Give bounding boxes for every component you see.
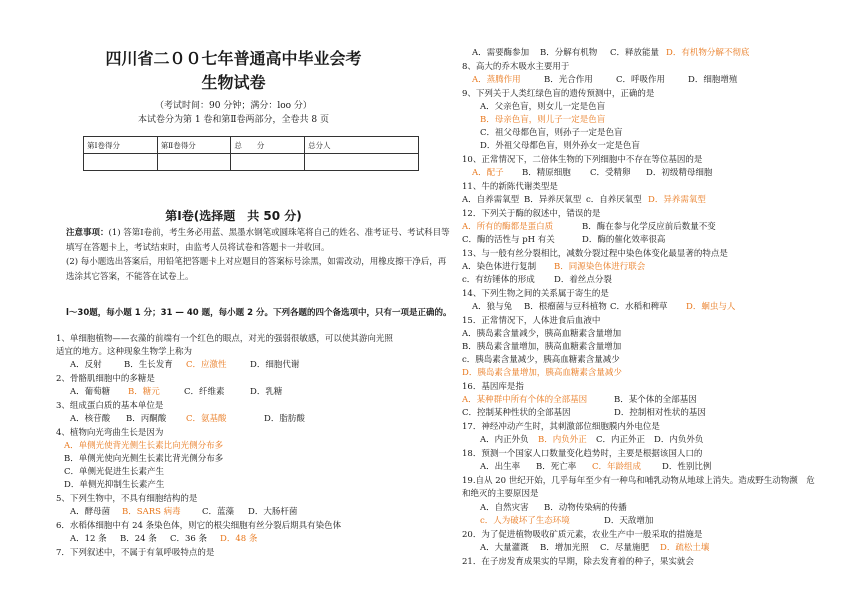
question-stem: 12．下列关于酶的叙述中，错误的是 xyxy=(462,209,601,219)
question-option: C．祖父母都色盲，则孙子一定是色盲 xyxy=(480,128,623,138)
question-option: B．母亲色盲，则儿子一定是色盲 xyxy=(480,115,606,125)
question-option: A．内正外负 xyxy=(480,435,529,445)
question-option: D．细胞增殖 xyxy=(688,75,738,85)
question-option: A．酵母菌 xyxy=(70,507,111,517)
score-cell-part2-label: 第Ⅱ卷得分 xyxy=(157,137,231,154)
question-option: B．精原细胞 xyxy=(522,168,571,178)
question-options-row xyxy=(472,74,748,87)
question-option: D．酶的催化效率很高 xyxy=(582,235,666,245)
section-title: 第Ⅰ卷(选择题 共 50 分) xyxy=(165,209,302,223)
question-option: C．水稻和稗草 xyxy=(610,302,668,312)
section-instruction: l～30题，每小题 1 分；31 — 40 题，每小题 2 分。下列各题的四个备选项中，只有一项是正确的。 xyxy=(66,308,452,318)
question-stem: 8、高大的乔木吸水主要用于 xyxy=(462,62,570,72)
notice-label: 注意事项： xyxy=(66,228,109,238)
score-cell-grader-label: 总分人 xyxy=(305,137,419,154)
question-options-row xyxy=(480,515,674,528)
question-option: C．单侧光促进生长素产生 xyxy=(64,467,165,477)
question-option: c．自养厌氧型 xyxy=(586,195,642,205)
question-option: B．糖元 xyxy=(128,387,160,397)
question-options-row xyxy=(472,47,756,60)
question-option: B．分解有机物 xyxy=(540,48,598,58)
question-stem: 1、单细胞植物——衣藻的前端有一个红色的眼点，对光的强弱很敏感，可以使其游向光照 xyxy=(56,334,393,344)
question-options-row xyxy=(480,502,654,515)
question-stem: 9、下列关于人类红绿色盲的遗传预测中，正确的是 xyxy=(462,89,655,99)
score-cell-part2-value[interactable] xyxy=(157,154,231,171)
question-option: B．24 条 xyxy=(120,534,157,544)
exam-subtitle: 生物试卷 xyxy=(201,73,266,92)
notice-item-2: (2) 每小题选出答案后，用铅笔把答题卡上对应题目的答案标号涂黑，如需改动，用橡皮擦干净后，再选涂其它答案，不能答在试卷上。 xyxy=(66,257,447,282)
question-option: B．丙酮酸 xyxy=(126,414,167,424)
question-option: A．所有的酶都是蛋白质 xyxy=(462,222,554,232)
question-option: D．天敌增加 xyxy=(604,516,654,526)
question-option: A．出生率 xyxy=(480,462,521,472)
question-option: C．36 条 xyxy=(170,534,208,544)
score-cell-part1-value[interactable] xyxy=(84,154,158,171)
question-option: A．葡萄糖 xyxy=(70,387,111,397)
question-options-row xyxy=(70,533,270,546)
score-cell-total-label: 总 分 xyxy=(231,137,305,154)
question-option: C．尽量施肥 xyxy=(600,543,650,553)
question-option: B．同源染色体进行联会 xyxy=(554,262,646,272)
question-option: 和绝灭的主要原因是 xyxy=(462,489,539,499)
question-option: D．异养需氧型 xyxy=(648,195,706,205)
question-option: A．染色体进行复制 xyxy=(462,262,537,272)
question-option: C．呼吸作用 xyxy=(616,75,666,85)
question-option: B．光合作用 xyxy=(544,75,593,85)
question-option: 适宜的地方。这种现象生物学上称为 xyxy=(56,347,193,357)
question-option: A．反射 xyxy=(70,360,102,370)
question-option: A．单侧光使背光侧生长素比向光侧分布多 xyxy=(64,441,224,451)
question-option: D．着丝点分裂 xyxy=(554,275,612,285)
question-options-row xyxy=(70,386,300,399)
question-option: B．酶在参与化学反应前后数量不变 xyxy=(582,222,716,232)
notice-block xyxy=(66,226,451,284)
question-option: D．外祖父母都色盲，则外孙女一定是色盲 xyxy=(480,141,640,151)
question-stem: 6．水稻体细胞中有 24 条染色体，则它的根尖细胞有丝分裂后期具有染色体 xyxy=(56,521,342,531)
question-option: A．父亲色盲，则女儿一定是色盲 xyxy=(480,102,606,112)
question-stem: 14、下列生物之间的关系属于寄生的是 xyxy=(462,289,609,299)
exam-title: 四川省二００七年普通高中毕业会考 xyxy=(105,49,362,68)
notice-text-1: (1) 答第Ⅰ卷前，考生务必用蓝、黑墨水钢笔或圆珠笔将自己的姓名、准考证号、考试科目等填写在答题卡上，考试结束时，由监考人员将试卷和答题卡一并收回。 xyxy=(66,228,450,253)
question-option: D．控制相对性状的基因 xyxy=(614,408,706,418)
question-option: A．12 条 xyxy=(70,534,107,544)
question-option: B．单侧光使向光侧生长素比背光侧分布多 xyxy=(64,454,224,464)
question-option: C．受精卵 xyxy=(590,168,631,178)
score-table-header-row xyxy=(84,137,419,154)
question-option: A．狼与兔 xyxy=(472,302,513,312)
question-options-row xyxy=(462,394,724,407)
question-option: A．大量灌溉 xyxy=(480,543,529,553)
question-option: D．大肠杆菌 xyxy=(248,507,298,517)
question-option: D．性别比例 xyxy=(662,462,712,472)
question-stem: 11、牛的新陈代谢类型是 xyxy=(462,182,558,192)
question-option: A．自然灾害 xyxy=(480,503,529,513)
question-option: B．某个体的全部基因 xyxy=(614,395,697,405)
question-option: B．生长发育 xyxy=(124,360,173,370)
question-options-row xyxy=(462,221,732,234)
question-stem: 20．为了促进植物吸收矿质元素，农业生产中一般采取的措施是 xyxy=(462,530,703,540)
question-options-row xyxy=(480,434,712,447)
question-option: B．根瘤菌与豆科植物 xyxy=(524,302,607,312)
question-stem: 5、下列生物中，不具有细胞结构的是 xyxy=(56,494,198,504)
question-stem: 7．下列叙述中，不属于有氧呼吸特点的是 xyxy=(56,548,215,558)
question-option: B．死亡率 xyxy=(536,462,577,472)
question-option: c．有纺锤体的形成 xyxy=(462,275,535,285)
question-option: A．核苷酸 xyxy=(70,414,111,424)
question-option: B．内负外正 xyxy=(538,435,587,445)
question-option: D．蛔虫与人 xyxy=(686,302,736,312)
question-option: D．脂肪酸 xyxy=(264,414,305,424)
question-option: C．控制某种性状的全部基因 xyxy=(462,408,571,418)
question-stem: 16．基因库是指 xyxy=(462,382,524,392)
question-stem: 3、组成蛋白质的基本单位是 xyxy=(56,401,164,411)
question-stem: 2、骨骼肌细胞中的多糖是 xyxy=(56,374,155,384)
question-option: C．释放能量 xyxy=(610,48,660,58)
question-option: C．内正外正 xyxy=(596,435,646,445)
score-table xyxy=(83,136,419,171)
question-options-row xyxy=(462,261,674,274)
question-options-row xyxy=(70,359,310,372)
question-option: D．细胞代谢 xyxy=(250,360,300,370)
question-options-row xyxy=(70,413,324,426)
exam-time-info: （考试时间：90 分钟；满分：loo 分） xyxy=(155,101,312,111)
question-option: B．SARS 病毒 xyxy=(122,507,181,517)
score-cell-total-value[interactable] xyxy=(231,154,305,171)
question-options-row xyxy=(462,407,724,420)
question-option: D．疏松土壤 xyxy=(660,543,710,553)
question-option: D．初级精母细胞 xyxy=(646,168,713,178)
question-options-row xyxy=(472,301,746,314)
question-option: A．胰岛素含量减少，胰高血糖素含量增加 xyxy=(462,329,622,339)
question-option: C．年龄组成 xyxy=(592,462,642,472)
question-option: A．蒸腾作用 xyxy=(472,75,521,85)
question-option: D．胰岛素含量增加，胰高血糖素含量减少 xyxy=(462,368,622,378)
question-options-row xyxy=(462,274,634,287)
question-option: A．自养需氧型 xyxy=(462,195,520,205)
question-option: c．人为破坏了生态环境 xyxy=(480,516,570,526)
score-table-value-row xyxy=(84,154,419,171)
exam-structure-info: 本试卷分为第 1 卷和第Ⅱ卷两部分，全卷共 8 页 xyxy=(137,115,329,125)
question-option: D．有机物分解不彻底 xyxy=(666,48,750,58)
question-options-row xyxy=(462,194,710,207)
question-option: B．动物传染病的传播 xyxy=(544,503,627,513)
question-option: C．应激性 xyxy=(186,360,227,370)
question-stem: 18．预测一个国家人口数量变化趋势时，主要是根据该国人口的 xyxy=(462,449,703,459)
question-stem: 10、正常情况下，二倍体生物的下列细胞中不存在等位基因的是 xyxy=(462,155,703,165)
question-option: D．单侧光抑制生长素产生 xyxy=(64,480,165,490)
question-option: D．乳糖 xyxy=(250,387,283,397)
question-option: D．48 条 xyxy=(220,534,258,544)
question-option: A．需要酶参加 xyxy=(472,48,530,58)
question-option: B．增加光照 xyxy=(540,543,589,553)
question-option: C．蓝藻 xyxy=(202,507,235,517)
score-cell-part1-label: 第Ⅰ卷得分 xyxy=(84,137,158,154)
question-option: c．胰岛素含量减少，胰高血糖素含量减少 xyxy=(462,355,620,365)
question-option: B．胰岛素含量增加，胰高血糖素含量增加 xyxy=(462,342,622,352)
question-option: A．配子 xyxy=(472,168,504,178)
question-stem: 4、植物向光弯曲生长是因为 xyxy=(56,428,164,438)
question-stem: 15．正常情况下，人体进食后血液中 xyxy=(462,316,601,326)
question-option: C．酶的活性与 pH 有关 xyxy=(462,235,555,245)
question-option: D．内负外负 xyxy=(654,435,704,445)
question-options-row xyxy=(480,461,722,474)
score-cell-grader-value[interactable] xyxy=(305,154,419,171)
question-options-row xyxy=(472,167,716,180)
question-stem: 19.自从 20 世纪开始，几乎每年至少有一种鸟和哺乳动物从地球上消失。造成野生动物濒 危 xyxy=(462,476,815,486)
question-options-row xyxy=(480,542,720,555)
question-options-row xyxy=(462,234,702,247)
question-stem: 17．神经冲动产生时，其刺激部位细胞膜内外电位是 xyxy=(462,422,660,432)
question-option: C．氨基酸 xyxy=(186,414,227,424)
question-stem: 13、与一般有丝分裂相比，减数分裂过程中染色体变化最显著的特点是 xyxy=(462,249,728,259)
question-option: A．某种群中所有个体的全部基因 xyxy=(462,395,588,405)
question-option: C．纤维素 xyxy=(184,387,225,397)
question-stem: 21．在子房发育成果实的早期，除去发育着的种子，果实就会 xyxy=(462,557,694,567)
question-option: B．异养厌氧型 xyxy=(524,195,582,205)
question-options-row xyxy=(70,506,308,519)
notice-item-1 xyxy=(66,226,451,255)
